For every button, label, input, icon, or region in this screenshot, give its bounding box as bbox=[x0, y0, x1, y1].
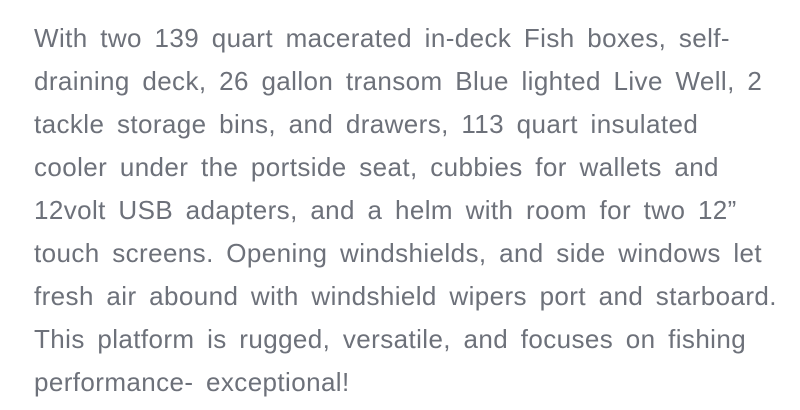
paragraph-line-5: 12volt USB adapters, and a helm with room for two 12” bbox=[34, 195, 737, 225]
paragraph-line-6: touch screens. Opening windshields, and side windows let bbox=[34, 238, 763, 268]
paragraph-line-8: This platform is rugged, versatile, and focuses on fishing bbox=[34, 324, 747, 354]
paragraph-line-9: performance- exceptional! bbox=[34, 367, 350, 397]
paragraph-line-1: With two 139 quart macerated in-deck Fish boxes, self- bbox=[34, 23, 730, 53]
paragraph-line-3: tackle storage bins, and drawers, 113 quart insulated bbox=[34, 109, 699, 139]
paragraph-line-7: fresh air abound with windshield wipers port and starboard. bbox=[34, 281, 777, 311]
paragraph-line-2: draining deck, 26 gallon transom Blue lighted Live Well, 2 bbox=[34, 66, 763, 96]
paragraph-line-4: cooler under the portside seat, cubbies for wallets and bbox=[34, 152, 719, 182]
boat-description-paragraph bbox=[34, 17, 800, 404]
